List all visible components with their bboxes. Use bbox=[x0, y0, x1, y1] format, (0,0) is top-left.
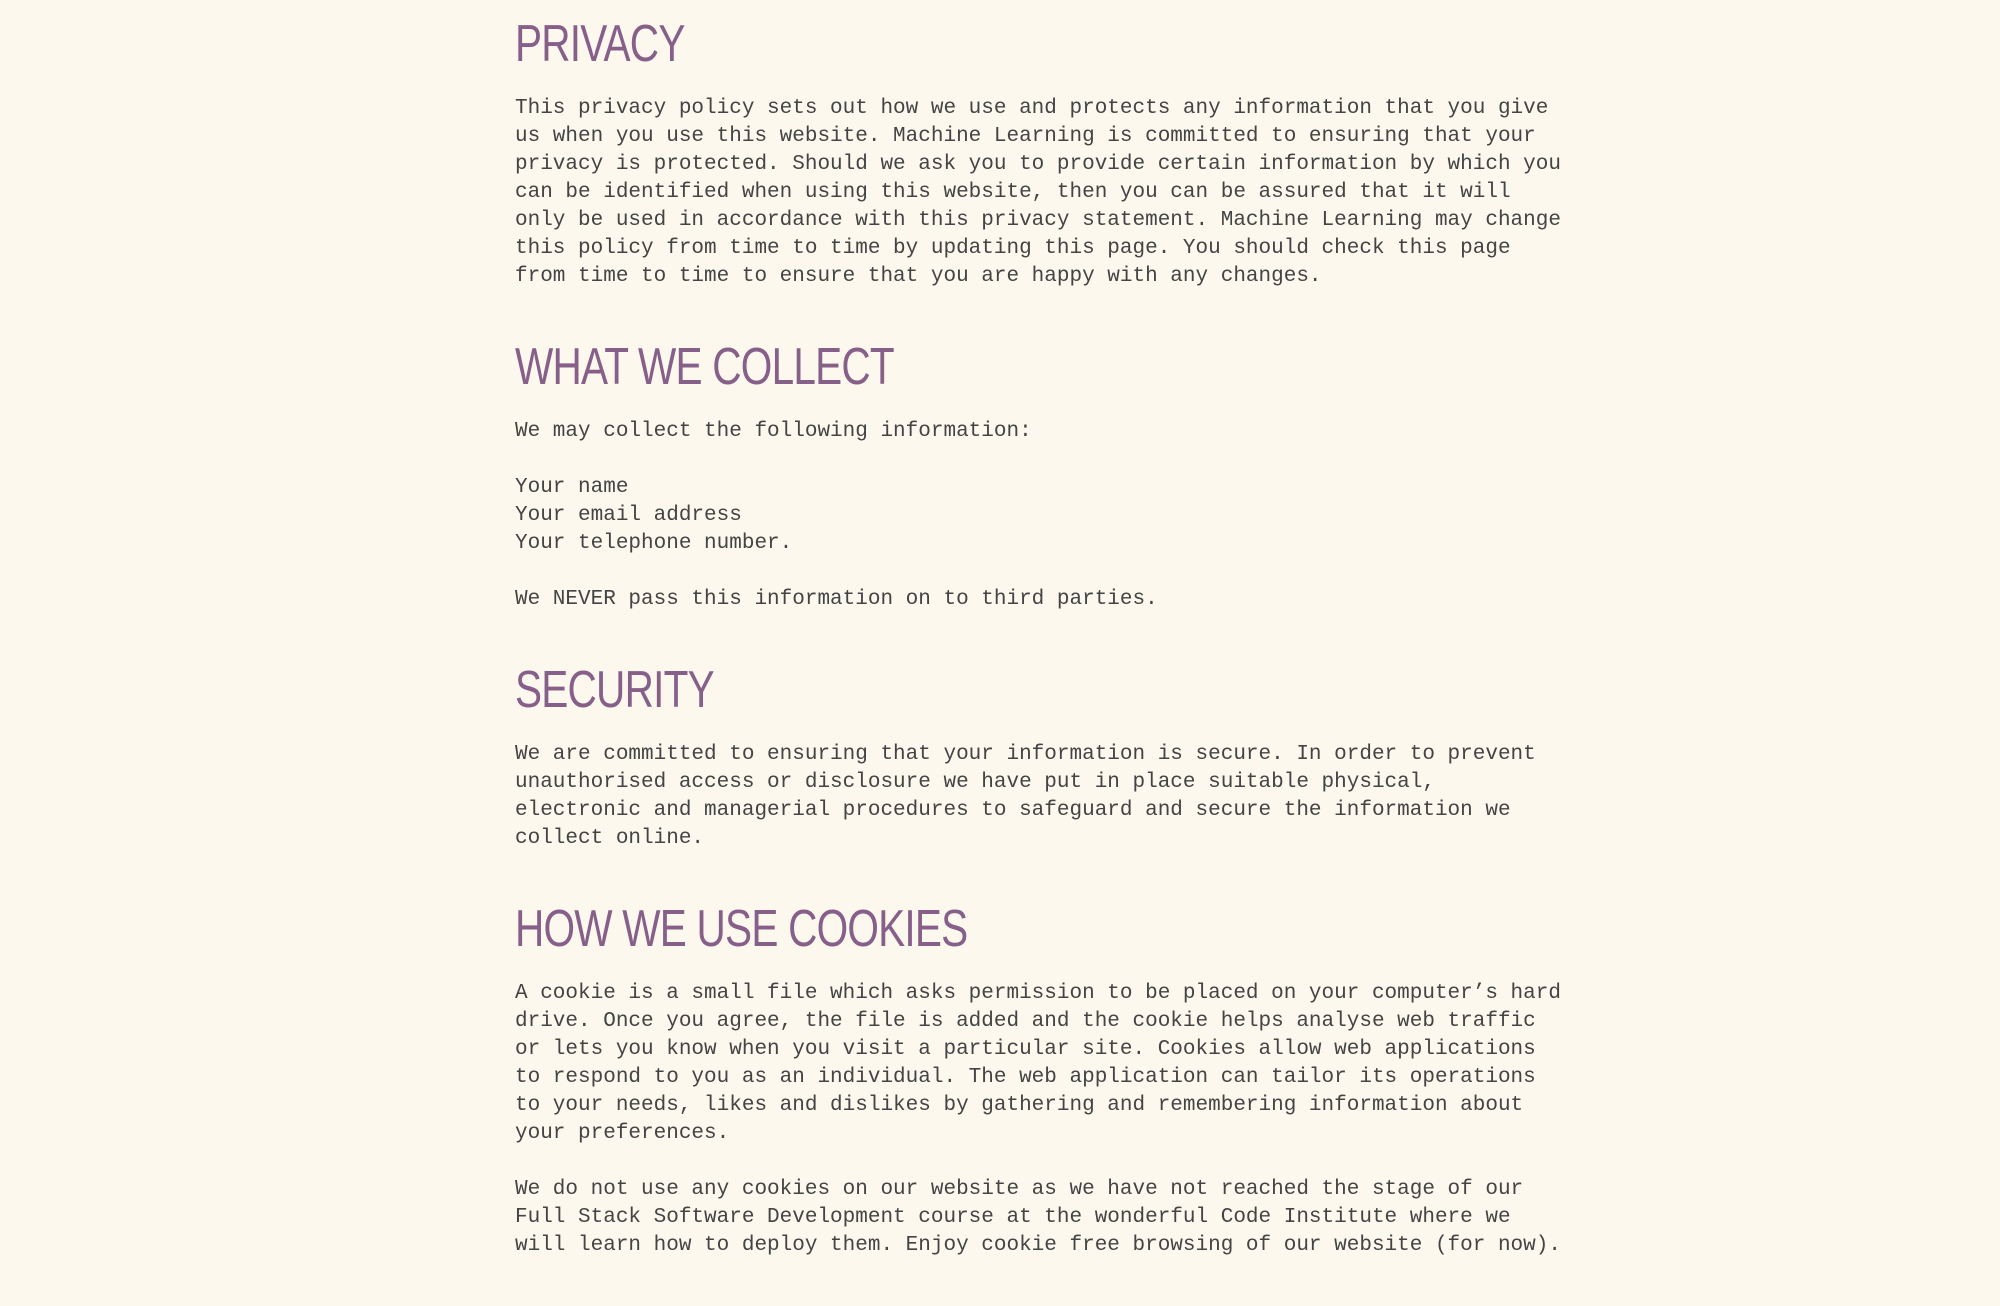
section-heading: SECURITY bbox=[515, 661, 714, 719]
section-heading: HOW WE USE COOKIES bbox=[515, 900, 968, 958]
list-item: Your name bbox=[515, 476, 629, 499]
list-item: Your telephone number. bbox=[515, 532, 793, 555]
list-item: Your email address bbox=[515, 504, 742, 527]
section-paragraph: This privacy policy sets out how we use and protects any information that you give us when you use this website. Machine Learning is committed to ensuring that your privacy is protected. Should we ask you to provide certain information by which you can be identified when using this website, then you can be assured that it will only be used in accordance with this privacy statement. Machine Learning may change this policy from time to time by updating this page. You should check this page from time to time to ensure that you are happy with any changes. bbox=[515, 97, 1561, 288]
section-security bbox=[515, 660, 1605, 853]
section-privacy bbox=[515, 14, 1605, 291]
section-what-we-collect bbox=[515, 337, 1605, 614]
collected-info-list bbox=[515, 474, 1567, 558]
section-paragraph: We may collect the following information: bbox=[515, 420, 1032, 443]
section-paragraph: We NEVER pass this information on to third parties. bbox=[515, 588, 1158, 611]
section-paragraph: We do not use any cookies on our website as we have not reached the stage of our Full Stack Software Development course at the wonderful Code Institute where we will learn how to deploy them. Enjoy cookie free browsing of our website (for now). bbox=[515, 1178, 1561, 1257]
privacy-policy-content bbox=[515, 14, 1605, 1306]
section-heading: PRIVACY bbox=[515, 15, 685, 73]
section-paragraph: A cookie is a small file which asks permission to be placed on your computer’s hard drive. Once you agree, the file is added and the cookie helps analyse web traffic or lets you know when you visit a particular site. Cookies allow web applications to respond to you as an individual. The web application can tailor its operations to your needs, likes and dislikes by gathering and remembering information about your preferences. bbox=[515, 982, 1561, 1145]
section-heading: WHAT WE COLLECT bbox=[515, 338, 894, 396]
section-cookies bbox=[515, 899, 1605, 1260]
section-paragraph: We are committed to ensuring that your information is secure. In order to prevent unauthorised access or disclosure we have put in place suitable physical, electronic and managerial procedures to safeguard and secure the information we collect online. bbox=[515, 743, 1536, 850]
